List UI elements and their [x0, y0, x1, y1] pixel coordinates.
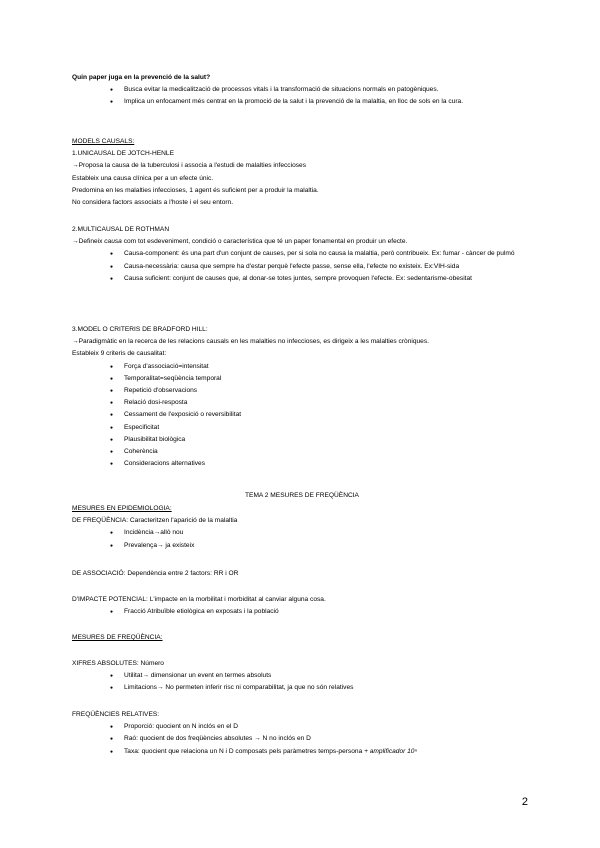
multicausal-title: 2.MULTICAUSAL DE ROTHMAN	[72, 226, 170, 233]
impact-text: L'impacte en la morbilitat i morbiditat al canviar alguna cosa.	[147, 596, 326, 603]
multicausal-section	[72, 224, 532, 285]
prevention-question: Quin paper juga en la prevenció de la salut?	[72, 74, 211, 81]
list-item: ● Força d'associació=intensitat	[110, 361, 532, 373]
xifres-bullets	[72, 670, 532, 694]
unicausal-title: 1.UNICAUSAL DE JOTCH-HENLE	[72, 150, 174, 158]
list-item: ● Coherència	[110, 446, 532, 458]
impact-label: D'IMPACTE POTENCIAL:	[72, 596, 148, 603]
tema2-heading: TEMA 2 MESURES DE FREQÜÈNCIA	[245, 492, 359, 499]
list-item: ● Utilitat→ dimensionar un event en termes absoluts	[110, 670, 532, 682]
def-italic: causa	[104, 238, 122, 246]
list-item: ● Prevalença→ ja existeix	[110, 540, 532, 552]
freq-line	[72, 515, 532, 527]
freq-text: Caracteritzen l'aparició de la malaltia	[128, 517, 238, 525]
unicausal-line: No considera factors associats a l'hoste i el seu entorn.	[72, 199, 234, 207]
xifres-section	[72, 658, 532, 695]
assoc-section	[72, 568, 532, 580]
relatives-section	[72, 709, 532, 758]
list-item: ● Temporalitat=seqüència temporal	[110, 373, 532, 385]
def-prefix: →Defineix	[72, 238, 105, 246]
freq-label: DE FREQÜÈNCIA:	[72, 517, 129, 525]
models-title: MODELS CAUSALS:	[72, 138, 135, 145]
freq-bullets	[72, 527, 532, 551]
def-suffix: com tot esdeveniment, condició o característica que té un paper fonamental en produir un efecte.	[121, 238, 408, 246]
list-item: ● Causa suficient: conjunt de causes que, al donar-se totes juntes, sempre provoquen l'efecte. Ex: sedentarisme-obesitat	[110, 273, 532, 285]
list-item: ● Proporció: quocient on N inclós en el D	[110, 721, 532, 733]
mf-section	[72, 632, 532, 644]
unicausal-line: Estableix una causa clínica per a un efecte únic.	[72, 174, 214, 182]
list-item: ● Implica un enfocament més centrat en la promoció de la salut i la prevenció de la malaltia, en lloc de sols en la cura.	[110, 96, 532, 108]
xifres-title: XIFRES ABSOLUTES: Número	[72, 660, 164, 667]
mesures-title: MESURES EN EPIDEMIOLOGIA:	[72, 505, 172, 512]
list-item: ● Causa-necessària: causa que sempre ha d'estar perquè l'efecte passe, sense ella, l'efecte no existeix. Ex:VIH-sida	[110, 261, 532, 273]
bradford-line: →Paradigmàtic en la recerca de les relacions causals en les malalties no infeccioses, es dirigeix a les malalties cròniques.	[72, 338, 429, 346]
list-item	[110, 746, 532, 758]
unicausal-section	[72, 136, 532, 209]
taxa-text: Taxa: quocient que relaciona un N i D composats pels paràmetres temps-persona	[124, 747, 365, 755]
tema2-heading-block	[72, 490, 532, 502]
list-item: ● Limitacions→ No permeten inferir risc ni comparabilitat, ja que no són relatives	[110, 682, 532, 694]
assoc-line	[72, 568, 532, 580]
unicausal-line: →Proposa la causa de la tuberculosi i associa a l'estudi de malalties infeccioses	[72, 162, 306, 170]
relatives-title: FREQÜÈNCIES RELATIVES:	[72, 711, 160, 718]
list-item: ● Busca evitar la medicalització de processos vitals i la transformació de situacions normals en patogèniques.	[110, 84, 532, 96]
assoc-label: DE ASSOCIACIÓ:	[72, 570, 126, 577]
page-number: 2	[521, 796, 528, 808]
unicausal-line: Predomina en les malalties infeccioses, 1 agent és suficient per a produir la malaltia.	[72, 186, 319, 194]
prevention-bullets	[72, 84, 532, 108]
multicausal-bullets	[72, 248, 532, 285]
list-item: ● Repetició d'observacions	[110, 385, 532, 397]
list-item: ● Fracció Atribuïble etiològica en exposats i la població	[110, 606, 532, 618]
mf-title: MESURES DE FREQÜÈNCIA:	[72, 634, 163, 641]
prevention-section	[72, 72, 532, 109]
impact-section	[72, 594, 532, 618]
multicausal-definition	[72, 236, 532, 248]
relatives-bullets	[72, 721, 532, 758]
impact-bullets	[72, 606, 532, 618]
bradford-criteria	[72, 361, 532, 471]
mesures-section	[72, 503, 532, 552]
list-item: ● Incidència→allò nou	[110, 527, 532, 539]
list-item: ● Raó: quocient de dos freqüències absolutes → N no inclós en D	[110, 733, 532, 745]
list-item: ● Causa-component: és una part d'un conjunt de causes, per si sola no causa la malaltia, però contribueix. Ex: fumar - càncer de pulmó	[110, 248, 532, 260]
bradford-section	[72, 324, 532, 470]
list-item: ● Consideracions alternatives	[110, 458, 532, 470]
list-item: ● Plausibilitat biològica	[110, 434, 532, 446]
list-item: ● Relació dosi-resposta	[110, 397, 532, 409]
list-item: ● Cessament de l'exposició o reversibilitat	[110, 409, 532, 421]
impact-line	[72, 594, 532, 606]
taxa-italic: + amplificador 10ⁿ	[364, 747, 417, 755]
bradford-line: Estableix 9 criteris de causalitat:	[72, 350, 167, 358]
bradford-title: 3.MODEL O CRITERIS DE BRADFORD HILL:	[72, 326, 208, 333]
assoc-text: Dependència entre 2 factors: RR i OR	[125, 570, 239, 577]
list-item: ● Especificitat	[110, 422, 532, 434]
